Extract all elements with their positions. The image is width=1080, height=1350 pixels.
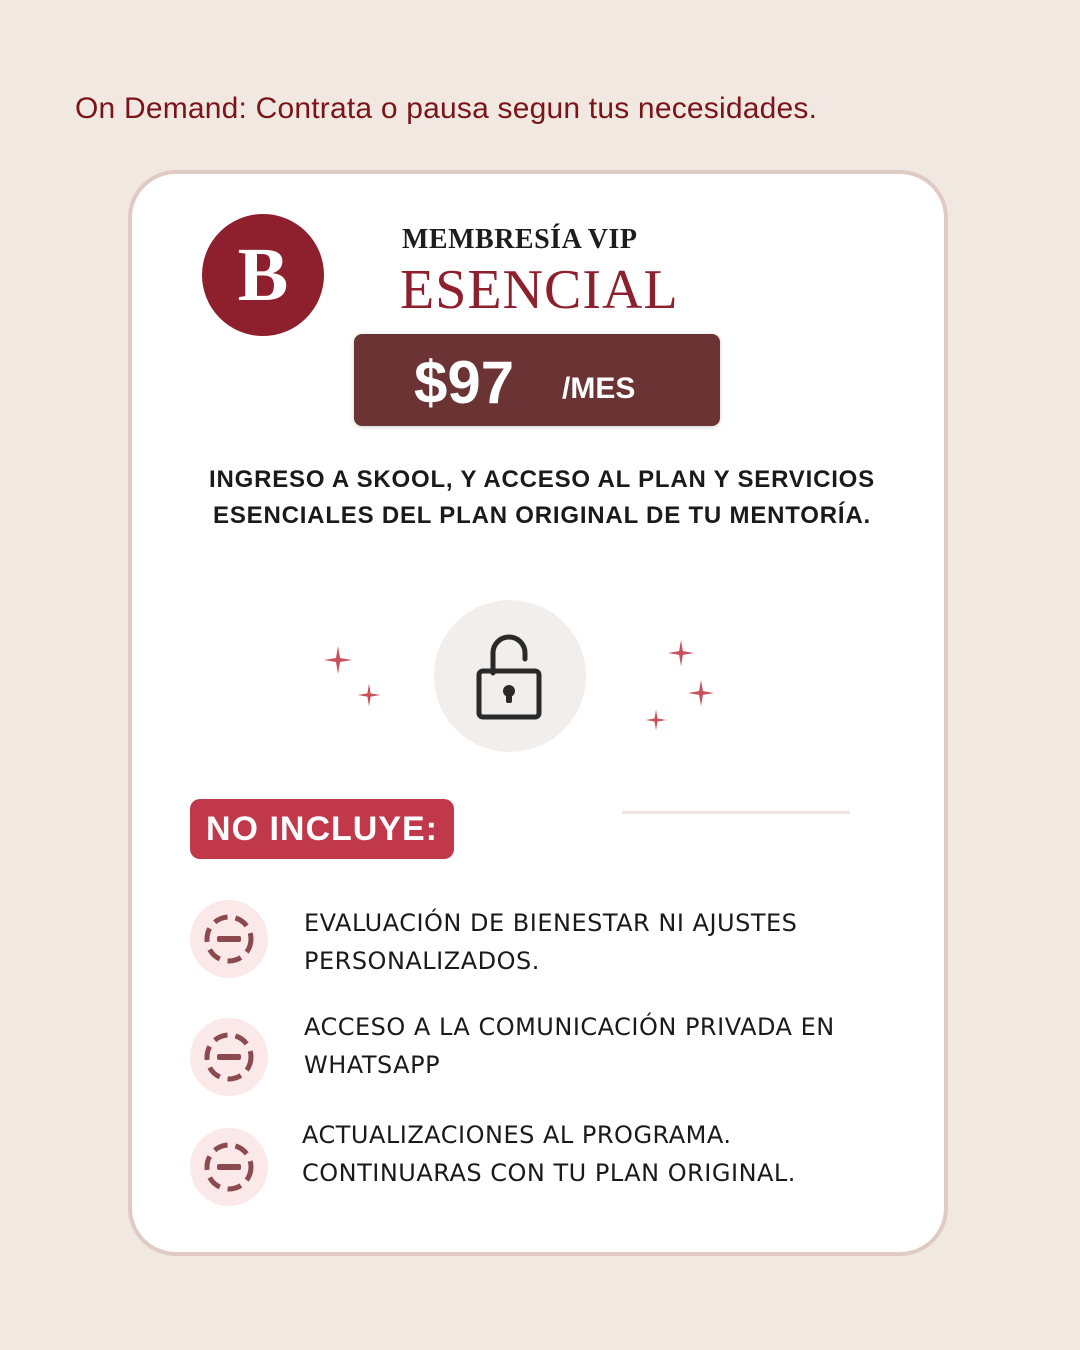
excluded-item	[190, 900, 890, 980]
lock-badge	[434, 600, 586, 752]
excluded-item	[190, 1013, 890, 1098]
brand-logo	[202, 214, 324, 336]
excluded-item-text: EVALUACIÓN DE BIENESTAR NI AJUSTES PERSONALIZADOS.	[304, 909, 798, 975]
sparkle-icon	[356, 682, 382, 708]
sparkle-icon	[644, 708, 668, 732]
sparkle-icon	[686, 678, 716, 708]
divider	[622, 811, 850, 814]
excluded-item-text: ACCESO A LA COMUNICACIÓN PRIVADA EN WHATSAPP	[304, 1013, 835, 1079]
sparkle-icon	[322, 644, 354, 676]
excluded-item-text: ACTUALIZACIONES AL PROGRAMA. CONTINUARAS CON TU PLAN ORIGINAL.	[302, 1121, 796, 1187]
excluded-item	[190, 1121, 890, 1208]
membership-card	[128, 170, 948, 1256]
plan-name: ESENCIAL	[400, 259, 679, 321]
membership-label: MEMBRESÍA VIP	[402, 224, 638, 255]
not-included-badge: NO INCLUYE:	[190, 799, 454, 859]
unlocked-padlock-icon	[473, 629, 547, 723]
price-box	[354, 334, 720, 426]
logo-letter: B	[237, 233, 289, 317]
dashed-minus-circle-icon	[190, 1018, 268, 1096]
sparkle-icon	[666, 638, 696, 668]
plan-description: INGRESO A SKOOL, Y ACCESO AL PLAN Y SERVICIOS ESENCIALES DEL PLAN ORIGINAL DE TU MENTORÍA.	[209, 466, 875, 529]
tagline: On Demand: Contrata o pausa segun tus necesidades.	[75, 92, 818, 125]
dashed-minus-circle-icon	[190, 900, 268, 978]
dashed-minus-circle-icon	[190, 1128, 268, 1206]
price-period: /MES	[562, 372, 636, 405]
price-amount: $97	[414, 349, 515, 416]
